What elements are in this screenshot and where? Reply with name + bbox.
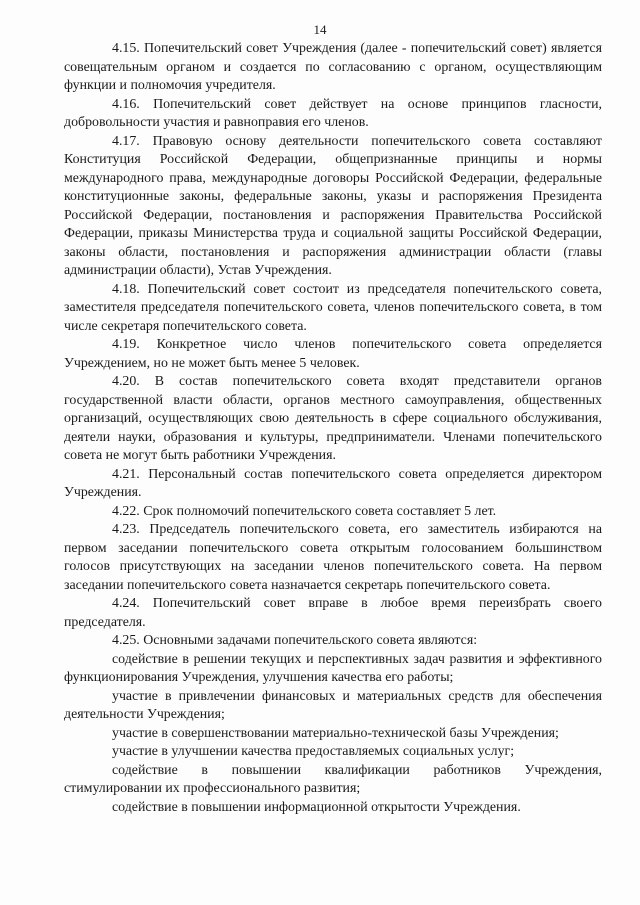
paragraph-4-17: 4.17. Правовую основу деятельности попечительского совета составляют Конституция Российской Федерации, общепризнанные принципы и нормы международного права, международные договоры Российской Федерации, федеральные конституционные законы, федеральные законы, указы и распоряжения Президента Российской Федерации, постановления и распоряжения Правительства Российской Федерации, приказы Министерства труда и социальной защиты Российской Федерации, законы области, постановления и распоряжения администрации области (главы администрации области), Устав Учреждения. — [64, 133, 602, 278]
task-item: содействие в повышении квалификации работников Учреждения, стимулировании их профессионального развития; — [64, 762, 602, 796]
paragraph-4-15: 4.15. Попечительский совет Учреждения (далее - попечительский совет) является совещательным органом и создается по согласованию с органом, осуществляющим функции и полномочия учредителя. — [64, 41, 602, 93]
paragraph-4-21: 4.21. Персональный состав попечительского совета определяется директором Учреждения. — [64, 466, 602, 500]
paragraph-4-16: 4.16. Попечительский совет действует на основе принципов гласности, добровольности участия и равноправия его членов. — [64, 96, 602, 130]
task-item: содействие в решении текущих и перспективных задач развития и эффективного функционирования Учреждения, улучшения качества его работы; — [64, 651, 602, 685]
task-item: участие в улучшении качества предоставляемых социальных услуг; — [112, 744, 515, 759]
paragraph-4-20: 4.20. В состав попечительского совета входят представители органов государственной власти области, органов местного самоуправления, общественных организаций, осуществляющих свою деятельность в сфере социального обслуживания, деятели науки, образования и культуры, предприниматели. Членами попечительского совета не могут быть работники Учреждения. — [64, 374, 602, 463]
page-number: 14 — [313, 22, 327, 37]
paragraph-4-23: 4.23. Председатель попечительского совета, его заместитель избираются на первом заседании попечительского совета открытым голосованием большинством голосов присутствующих на заседании членов попечительского совета. На первом заседании попечительского совета назначается секретарь попечительского совета. — [64, 522, 602, 593]
paragraph-4-24: 4.24. Попечительский совет вправе в любое время переизбрать своего председателя. — [64, 596, 602, 630]
task-item: содействие в повышении информационной открытости Учреждения. — [112, 799, 521, 815]
document-body — [64, 40, 602, 817]
task-item: участие в совершенствовании материально-технической базы Учреждения; — [112, 725, 559, 741]
task-item: участие в привлечении финансовых и материальных средств для обеспечения деятельности Учреждения; — [64, 688, 602, 722]
paragraph-4-18: 4.18. Попечительский совет состоит из председателя попечительского совета, заместителя председателя попечительского совета, членов попечительского совета, в том числе секретаря попечительского совета. — [64, 281, 602, 334]
paragraph-4-22: 4.22. Срок полномочий попечительского совета составляет 5 лет. — [112, 503, 497, 519]
paragraph-4-19: 4.19. Конкретное число членов попечительского совета определяется Учреждением, но не может быть менее 5 человек. — [64, 337, 602, 371]
paragraph-4-25: 4.25. Основными задачами попечительского совета являются: — [112, 633, 478, 648]
